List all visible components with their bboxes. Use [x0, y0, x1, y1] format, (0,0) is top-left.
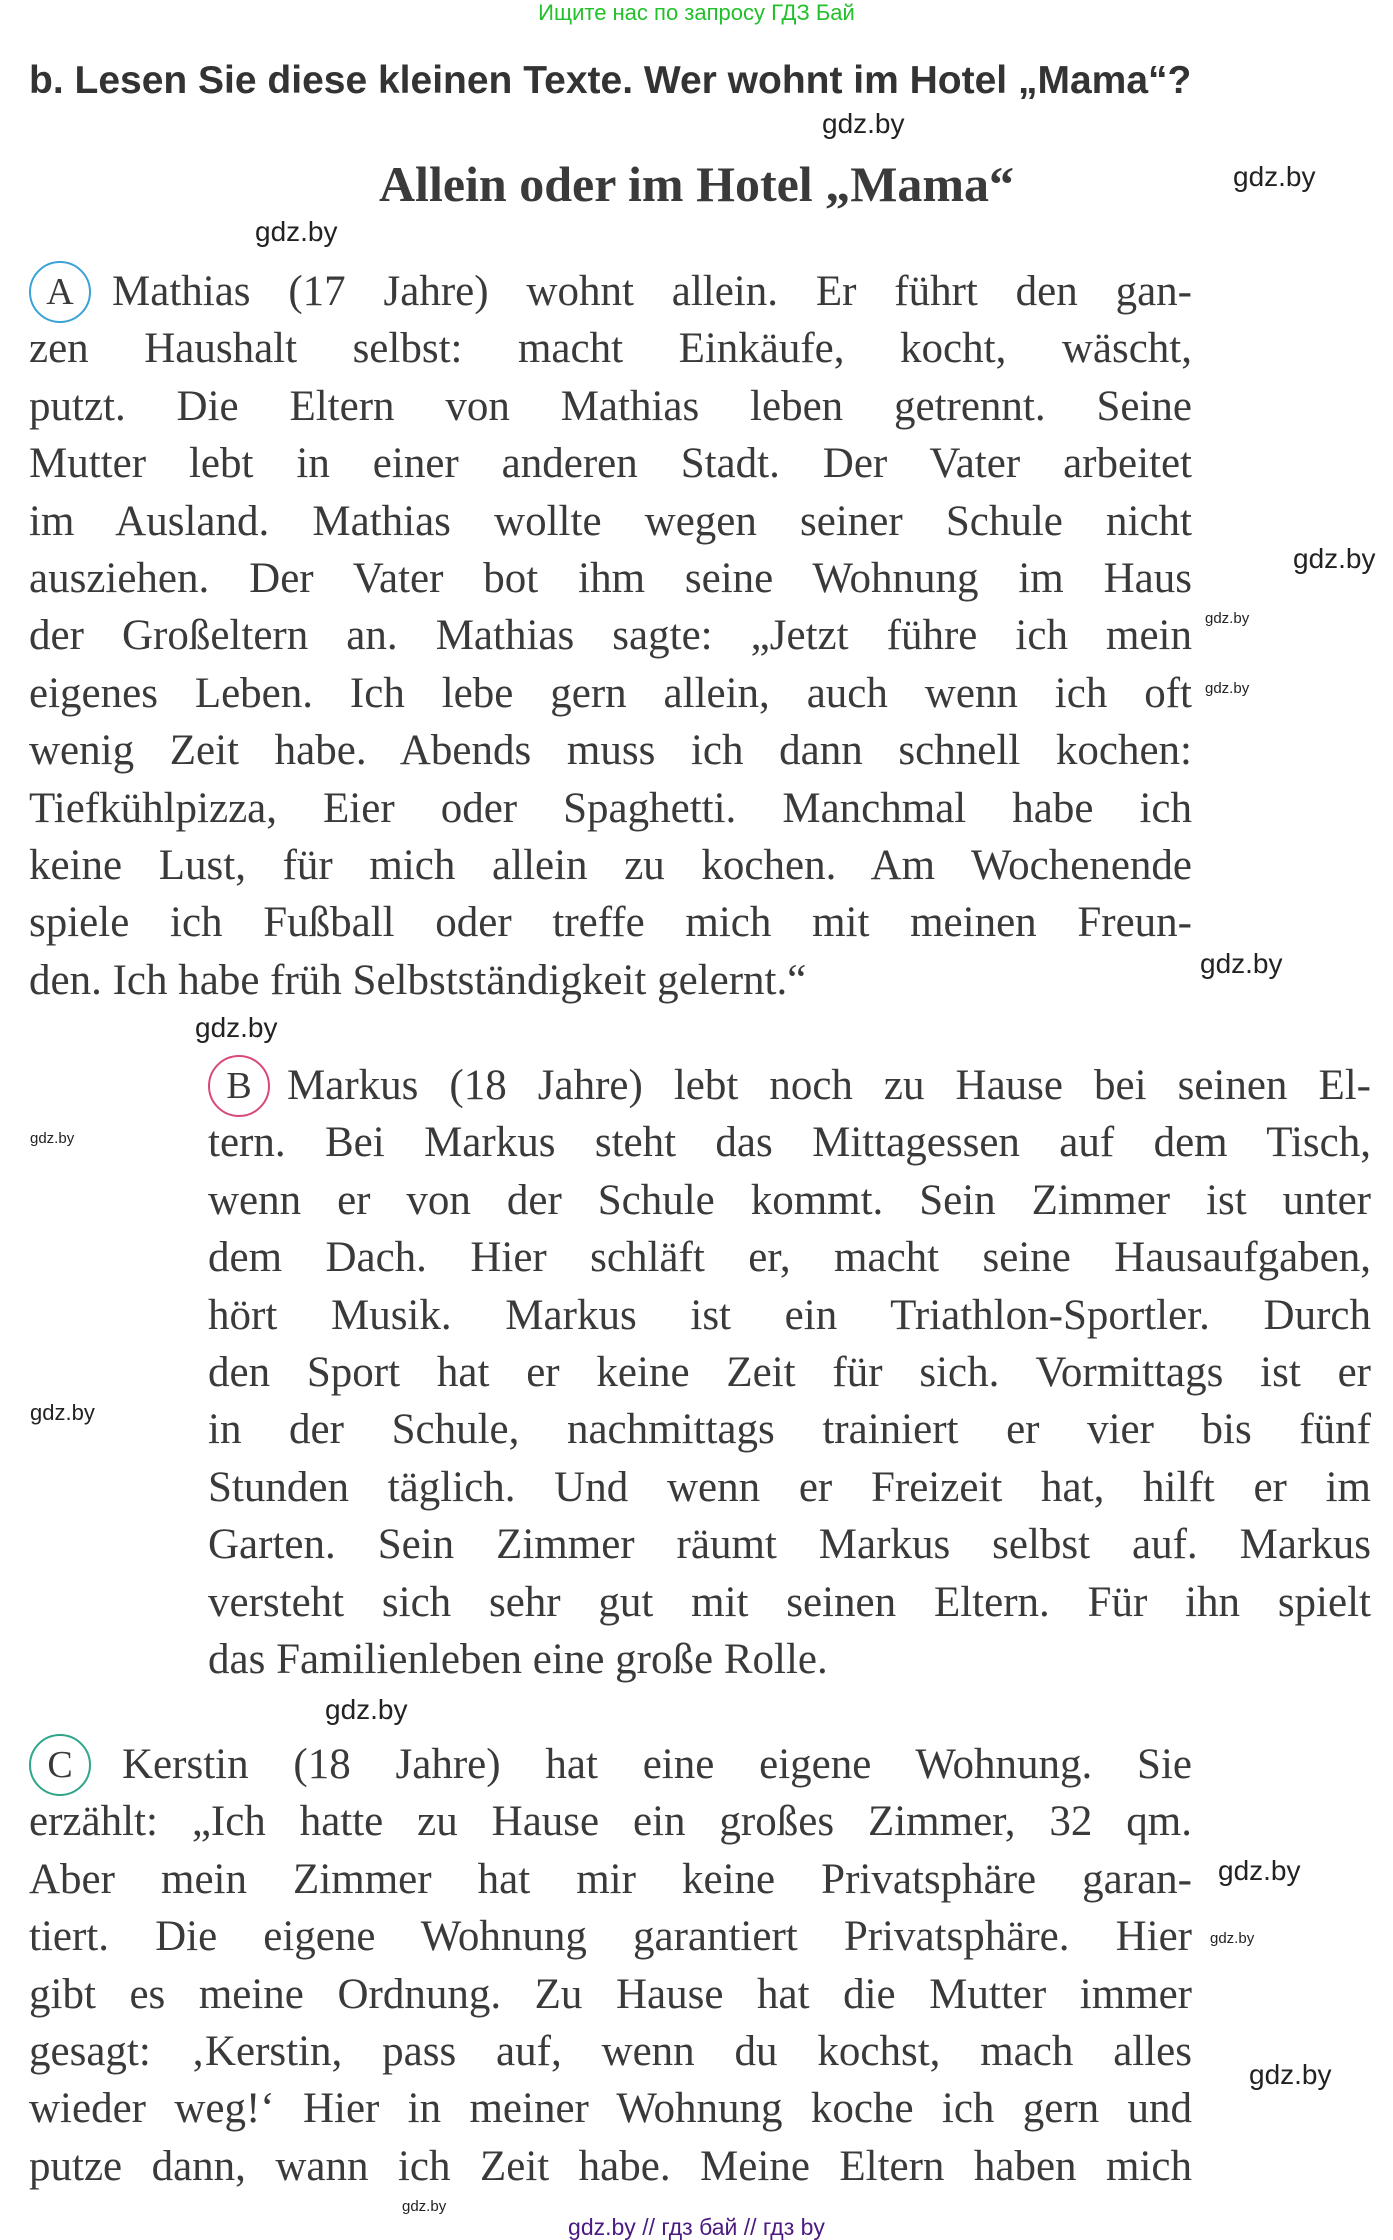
text-line: Markus (18 Jahre) lebt noch zu Hause bei seinen El-	[287, 1062, 1371, 1109]
text-line: Garten. Sein Zimmer räumt Markus selbst auf. Markus	[208, 1521, 1371, 1569]
text-line: das Familienleben eine große Rolle.	[208, 1635, 828, 1683]
page-title: Allein oder im Hotel „Mama“	[378, 156, 1015, 212]
text-line: Tiefkühlpizza, Eier oder Spaghetti. Manchmal habe ich	[29, 784, 1192, 832]
watermark: gdz.by	[1218, 1855, 1301, 1886]
text-line: gibt es meine Ordnung. Zu Hause hat die Mutter immer	[29, 1970, 1192, 2018]
text-line: Mutter lebt in einer anderen Stadt. Der Vater arbeitet	[29, 440, 1192, 488]
text-line: im Ausland. Mathias wollte wegen seiner Schule nicht	[29, 497, 1192, 545]
text-line: ausziehen. Der Vater bot ihm seine Wohnung im Haus	[29, 554, 1192, 602]
text-line: versteht sich sehr gut mit seinen Eltern. Für ihn spielt	[208, 1578, 1371, 1626]
watermark: gdz.by	[1210, 1930, 1255, 1947]
watermark: gdz.by	[1293, 543, 1376, 574]
text-line: dem Dach. Hier schläft er, macht seine Hausaufgaben,	[208, 1234, 1371, 1282]
text-line: zen Haushalt selbst: macht Einkäufe, kocht, wäscht,	[29, 325, 1192, 373]
watermark: gdz.by	[255, 216, 338, 247]
text-line: Aber mein Zimmer hat mir keine Privatsphäre garan-	[29, 1855, 1192, 1903]
badge-c: C	[29, 1734, 91, 1796]
watermark: gdz.by	[1205, 680, 1250, 697]
badge-b: B	[208, 1055, 270, 1117]
text-line: in der Schule, nachmittags trainiert er vier bis fünf	[208, 1406, 1371, 1454]
text-line: den. Ich habe früh Selbstständigkeit gelernt.“	[29, 956, 807, 1004]
text-block-b	[208, 1057, 1371, 1688]
text-line: putze dann, wann ich Zeit habe. Meine Eltern haben mich	[29, 2142, 1192, 2190]
text-line: keine Lust, für mich allein zu kochen. Am Wochenende	[29, 841, 1192, 889]
task-instruction: b. Lesen Sie diese kleinen Texte. Wer wohnt im Hotel „Mama“?	[29, 59, 1192, 102]
watermark: gdz.by	[30, 1400, 95, 1425]
watermark: gdz.by	[325, 1694, 408, 1725]
text-line: hört Musik. Markus ist ein Triathlon-Sportler. Durch	[208, 1291, 1371, 1339]
text-line: Kerstin (18 Jahre) hat eine eigene Wohnung. Sie	[122, 1741, 1192, 1788]
watermark: gdz.by	[1205, 610, 1250, 627]
search-banner[interactable]: Ищите нас по запросу ГДЗ Бай	[538, 0, 855, 25]
text-line: wenn er von der Schule kommt. Sein Zimmer ist unter	[208, 1176, 1371, 1224]
watermark: gdz.by	[30, 1130, 75, 1147]
text-line: Mathias (17 Jahre) wohnt allein. Er führt den gan-	[112, 268, 1192, 315]
badge-a: A	[29, 261, 91, 323]
text-line: wenig Zeit habe. Abends muss ich dann schnell kochen:	[29, 727, 1192, 775]
text-block-c	[29, 1736, 1192, 2195]
text-line: der Großeltern an. Mathias sagte: „Jetzt führe ich mein	[29, 612, 1192, 660]
watermark: gdz.by	[402, 2198, 447, 2215]
watermark: gdz.by	[822, 108, 905, 139]
text-line: Stunden täglich. Und wenn er Freizeit hat, hilft er im	[208, 1463, 1371, 1511]
text-line: spiele ich Fußball oder treffe mich mit meinen Freun-	[29, 899, 1192, 947]
text-block-a	[29, 263, 1192, 1009]
text-line: wieder weg!‘ Hier in meiner Wohnung koche ich gern und	[29, 2085, 1192, 2133]
text-line: tern. Bei Markus steht das Mittagessen auf dem Tisch,	[208, 1119, 1371, 1167]
watermark: gdz.by	[1233, 161, 1316, 192]
text-line: tiert. Die eigene Wohnung garantiert Privatsphäre. Hier	[29, 1913, 1192, 1961]
watermark: gdz.by	[1200, 948, 1283, 979]
text-line: den Sport hat er keine Zeit für sich. Vormittags ist er	[208, 1348, 1371, 1396]
text-line: eigenes Leben. Ich lebe gern allein, auch wenn ich oft	[29, 669, 1192, 717]
footer-links[interactable]: gdz.by // гдз бай // гдз by	[568, 2214, 825, 2240]
watermark: gdz.by	[195, 1012, 278, 1043]
text-line: erzählt: „Ich hatte zu Hause ein großes Zimmer, 32 qm.	[29, 1798, 1192, 1846]
text-line: putzt. Die Eltern von Mathias leben getrennt. Seine	[29, 382, 1192, 430]
watermark: gdz.by	[1249, 2059, 1332, 2090]
text-line: gesagt: ‚Kerstin, pass auf, wenn du kochst, mach alles	[29, 2027, 1192, 2075]
